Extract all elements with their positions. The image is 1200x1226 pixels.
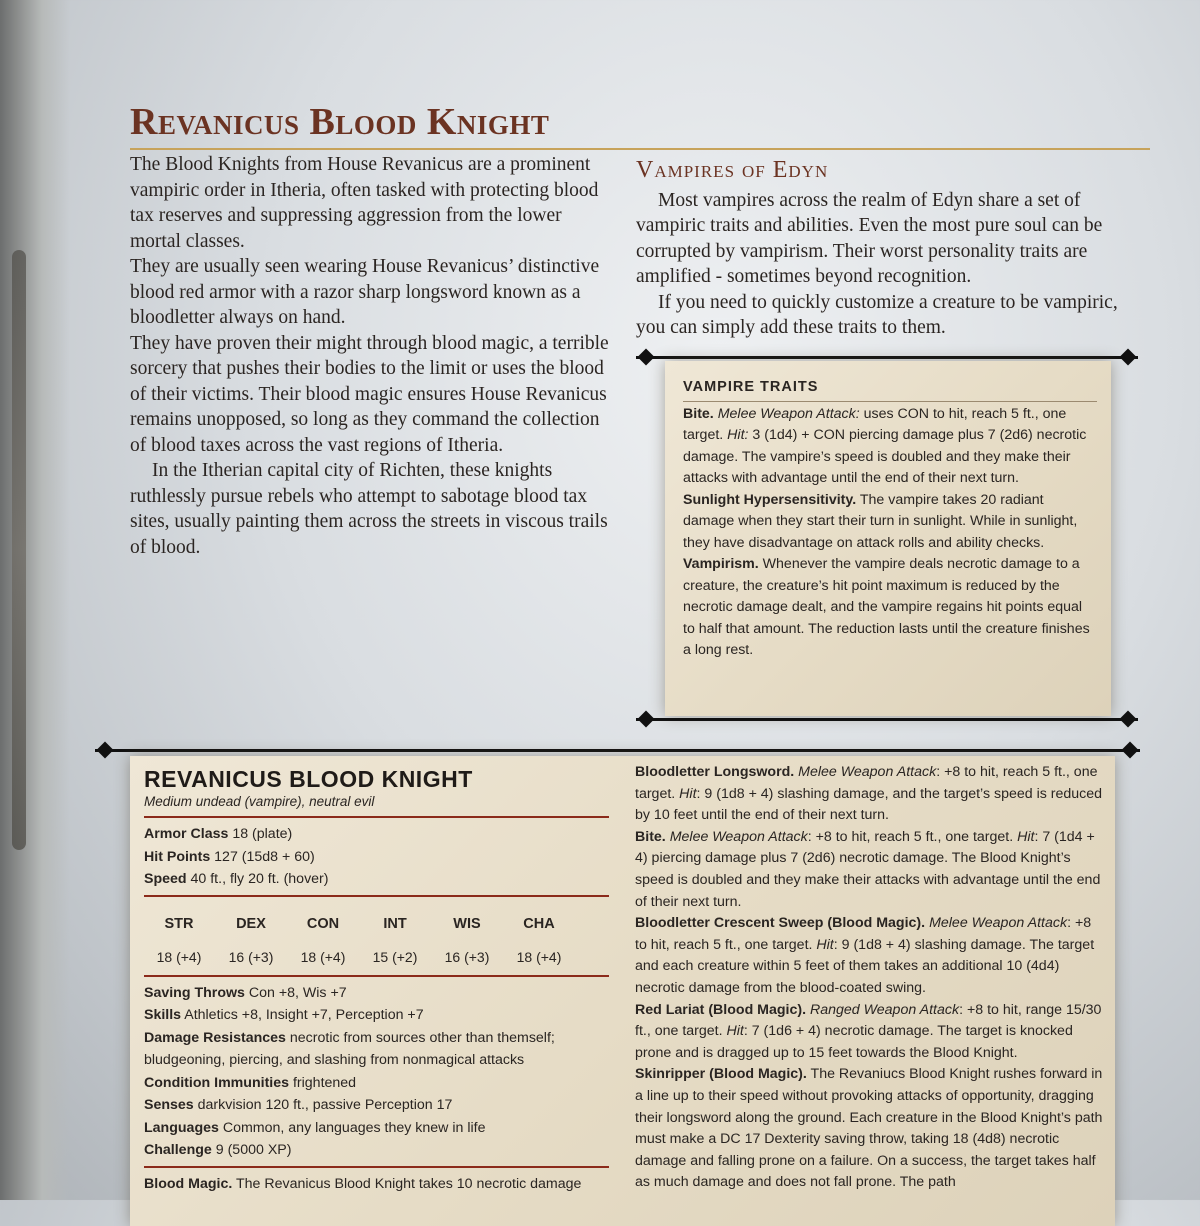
ability-score: 16 (+3) <box>444 948 490 965</box>
frame-top-bar <box>636 356 1138 359</box>
trait-text: Whenever the vampire deals necrotic damage to a creature, the creature’s hit point maximum is reduced by the necrotic damage dealt, and the vampire regains hit points equal to half that amount. The reduction lasts until the creature finishes a long rest. <box>683 556 1090 658</box>
stat-label: Challenge <box>144 1142 212 1158</box>
trait-text: The Revanicus Blood Knight takes 10 necrotic damage <box>232 1175 582 1192</box>
armor-class <box>144 823 609 846</box>
stat-value: darkvision 120 ft., passive Perception 17 <box>193 1097 453 1113</box>
trait-name: Vampirism. <box>683 556 759 572</box>
condition-immunities <box>144 1072 609 1095</box>
sidebar-paragraph: If you need to quickly customize a creature to be vampiric, you can simply add these traits to them. <box>636 291 1118 338</box>
stat-value: necrotic from sources other than themself; bludgeoning, piercing, and slashing from nonmagical attacks <box>144 1029 555 1068</box>
divider <box>144 975 609 977</box>
action-crescent-sweep <box>635 913 1105 999</box>
trait-sunlight <box>683 490 1097 555</box>
hit-label: Hit <box>816 936 834 953</box>
stat-label: Hit Points <box>144 848 211 865</box>
stat-value: 18 (plate) <box>228 826 293 842</box>
frame-bottom-bar <box>636 718 1138 721</box>
stat-value: Athletics +8, Insight +7, Perception +7 <box>181 1007 424 1023</box>
divider <box>144 1166 609 1168</box>
frame-ornament <box>97 742 114 759</box>
trait-text: uses CON to hit, reach 5 ft., one target. <box>683 405 1067 443</box>
ability-scores <box>144 902 574 971</box>
ability-name: WIS <box>453 915 481 932</box>
attack-type: Melee Weapon Attack <box>929 915 1068 932</box>
sidebar-paragraph: Most vampires across the realm of Edyn share a set of vampiric traits and abilities. Even the most pure soul can be corrupted by vampirism. Their worst personality traits are amplified - sometimes beyond recognition. <box>636 189 1103 287</box>
frame-ornament <box>1120 711 1137 728</box>
divider <box>144 816 609 818</box>
trait-name: Sunlight Hypersensitivity. <box>683 491 857 508</box>
attack-type: Melee Weapon Attack <box>669 828 808 845</box>
hit-label: Hit: <box>727 427 749 443</box>
ability-name: CHA <box>523 915 555 932</box>
languages <box>144 1117 609 1140</box>
page-title: Revanicus Blood Knight <box>130 101 550 143</box>
title-underline <box>130 148 1150 150</box>
damage-resistances <box>144 1027 609 1072</box>
hit-label: Hit <box>726 1023 744 1040</box>
saving-throws <box>144 982 609 1005</box>
action-name: Bloodletter Crescent Sweep (Blood Magic). <box>635 915 926 932</box>
ability-score: 18 (+4) <box>300 948 346 965</box>
marble-vein <box>12 250 26 850</box>
attack-type: Ranged Weapon Attack <box>810 1001 960 1018</box>
ability-score: 18 (+4) <box>516 948 562 965</box>
creature-name: REVANICUS BLOOD KNIGHT <box>144 766 473 792</box>
frame-ornament <box>638 349 655 366</box>
divider <box>144 895 609 897</box>
stat-label: Armor Class <box>144 826 229 842</box>
skills <box>144 1004 609 1027</box>
trait-blood-magic <box>144 1173 609 1196</box>
ability-dex <box>216 910 286 971</box>
intro-paragraph: They are usually seen wearing House Revanicus’ distinctive blood red armor with a razor sharp longsword known as a bloodletter always on hand. <box>130 256 600 328</box>
statblock <box>130 756 1115 1226</box>
trait-bite <box>683 404 1097 490</box>
stat-value: Con +8, Wis +7 <box>244 984 347 1001</box>
sidebar-heading: Vampires of Edyn <box>636 157 829 183</box>
stat-value: Common, any languages they knew in life <box>218 1119 486 1136</box>
speed <box>144 868 609 891</box>
ability-name: CON <box>306 915 340 932</box>
trait-text: 3 (1d4) + CON piercing damage plus 7 (2d6) necrotic damage. The vampire’s speed is doubled and they make their attacks with advantage until the end of their next turn. <box>683 427 1087 486</box>
stat-label: Speed <box>144 871 187 887</box>
action-text: : 9 (1d8 + 4) slashing damage, and the target’s speed is reduced by 10 feet until the end of their next turn. <box>635 785 1103 824</box>
ability-name: STR <box>164 915 194 932</box>
frame-ornament <box>638 711 655 728</box>
vampire-traits-box <box>665 361 1111 716</box>
stat-label: Senses <box>144 1097 194 1113</box>
stat-value: 127 (15d8 + 60) <box>210 848 315 865</box>
creature-type: Medium undead (vampire), neutral evil <box>144 794 375 809</box>
ability-con <box>288 910 358 971</box>
trait-name: Bite. <box>683 405 714 422</box>
frame-ornament <box>1120 349 1137 366</box>
action-red-lariat <box>635 1000 1105 1065</box>
action-text: : 7 (1d4 + 4) piercing damage plus 7 (2d6) necrotic damage. The Blood Knight’s speed is doubled and they make their attacks with advantage until the end of their next turn. <box>635 828 1101 910</box>
action-name: Bloodletter Longsword. <box>635 764 795 780</box>
statblock-actions <box>635 762 1105 1194</box>
trait-name: Blood Magic. <box>144 1175 233 1192</box>
ability-name: INT <box>383 915 407 932</box>
action-bloodletter-longsword <box>635 762 1105 827</box>
ability-cha <box>504 910 574 971</box>
hit-points <box>144 846 609 869</box>
action-name: Bite. <box>635 828 666 845</box>
hit-label: Hit <box>679 785 697 802</box>
ability-wis <box>432 910 502 971</box>
action-text: : +8 to hit, reach 5 ft., one target. <box>807 828 1018 845</box>
challenge <box>144 1139 609 1162</box>
action-text: The Revaniucs Blood Knight rushes forward in a line up to their speed without provoking attacks of opportunity, dragging their longsword along the ground. Each creature in the Blood Knight’s path must make a DC 17 Dexterity saving throw, taking 18 (4d8) necrotic damage and falling prone on a failure. On a success, the target takes half as much damage and does not fall prone. The path <box>635 1066 1103 1191</box>
statblock-top-bar <box>95 749 1140 752</box>
ability-score: 15 (+2) <box>372 948 418 965</box>
stat-value: 9 (5000 XP) <box>211 1142 292 1158</box>
action-skinripper <box>635 1064 1105 1194</box>
stat-label: Condition Immunities <box>144 1074 290 1091</box>
intro-paragraph: They have proven their might through blood magic, a terrible sorcery that pushes their bodies to the limit or uses the blood of their victims. Their blood magic ensures House Revanicus remains unopposed, so long as they command the collection of blood taxes across the vast regions of Itheria. <box>130 332 609 456</box>
stat-value: frightened <box>289 1074 357 1091</box>
action-bite <box>635 827 1105 913</box>
ability-score: 18 (+4) <box>156 948 202 965</box>
stat-label: Damage Resistances <box>144 1029 286 1046</box>
ability-score: 16 (+3) <box>228 948 274 965</box>
stat-label: Saving Throws <box>144 984 245 1001</box>
ability-name: DEX <box>236 915 266 932</box>
stat-value: 40 ft., fly 20 ft. (hover) <box>186 871 329 887</box>
trait-text: The vampire takes 20 radiant damage when they start their turn in sunlight. While in sunlight, they have disadvantage on attack rolls and ability checks. <box>683 491 1078 551</box>
statblock-left-column <box>144 764 609 1195</box>
action-text: : +8 to hit, reach 5 ft., one target. <box>635 764 1098 802</box>
trait-vampirism <box>683 554 1097 662</box>
action-text: : 9 (1d8 + 4) slashing damage. The target and each creature within 5 feet of them takes an additional 10 (4d4) necrotic damage from the blood-coated swing. <box>635 936 1095 996</box>
divider <box>683 401 1097 402</box>
intro-paragraph: In the Itherian capital city of Richten, these knights ruthlessly pursue rebels who attempt to sabotage blood tax sites, usually painting them across the streets in viscous trails of blood. <box>130 460 608 558</box>
attack-type: Melee Weapon Attack: <box>717 405 860 422</box>
frame-ornament <box>1122 742 1139 759</box>
stat-label: Languages <box>144 1119 219 1136</box>
intro-text <box>130 152 615 560</box>
hit-label: Hit <box>1017 828 1035 845</box>
action-text: : +8 to hit, reach 5 ft., one target. <box>635 915 1092 953</box>
ability-str <box>144 910 214 971</box>
marble-border <box>0 0 70 1200</box>
stat-label: Skills <box>144 1007 182 1023</box>
action-name: Red Lariat (Blood Magic). <box>635 1001 807 1018</box>
action-text: : 7 (1d6 + 4) necrotic damage. The target is knocked prone and is dragged up to 15 feet towards the Blood Knight. <box>635 1023 1073 1061</box>
action-name: Skinripper (Blood Magic). <box>635 1066 807 1083</box>
action-text: : +8 to hit, range 15/30 ft., one target. <box>635 1001 1102 1040</box>
ability-int <box>360 910 430 971</box>
senses <box>144 1094 609 1117</box>
vampire-traits-title: VAMPIRE TRAITS <box>683 379 819 395</box>
sidebar-text <box>636 158 1126 341</box>
attack-type: Melee Weapon Attack <box>798 764 937 780</box>
intro-paragraph: The Blood Knights from House Revanicus are a prominent vampiric order in Itheria, often tasked with protecting blood tax reserves and suppressing aggression from the lower mortal classes. <box>130 154 599 252</box>
